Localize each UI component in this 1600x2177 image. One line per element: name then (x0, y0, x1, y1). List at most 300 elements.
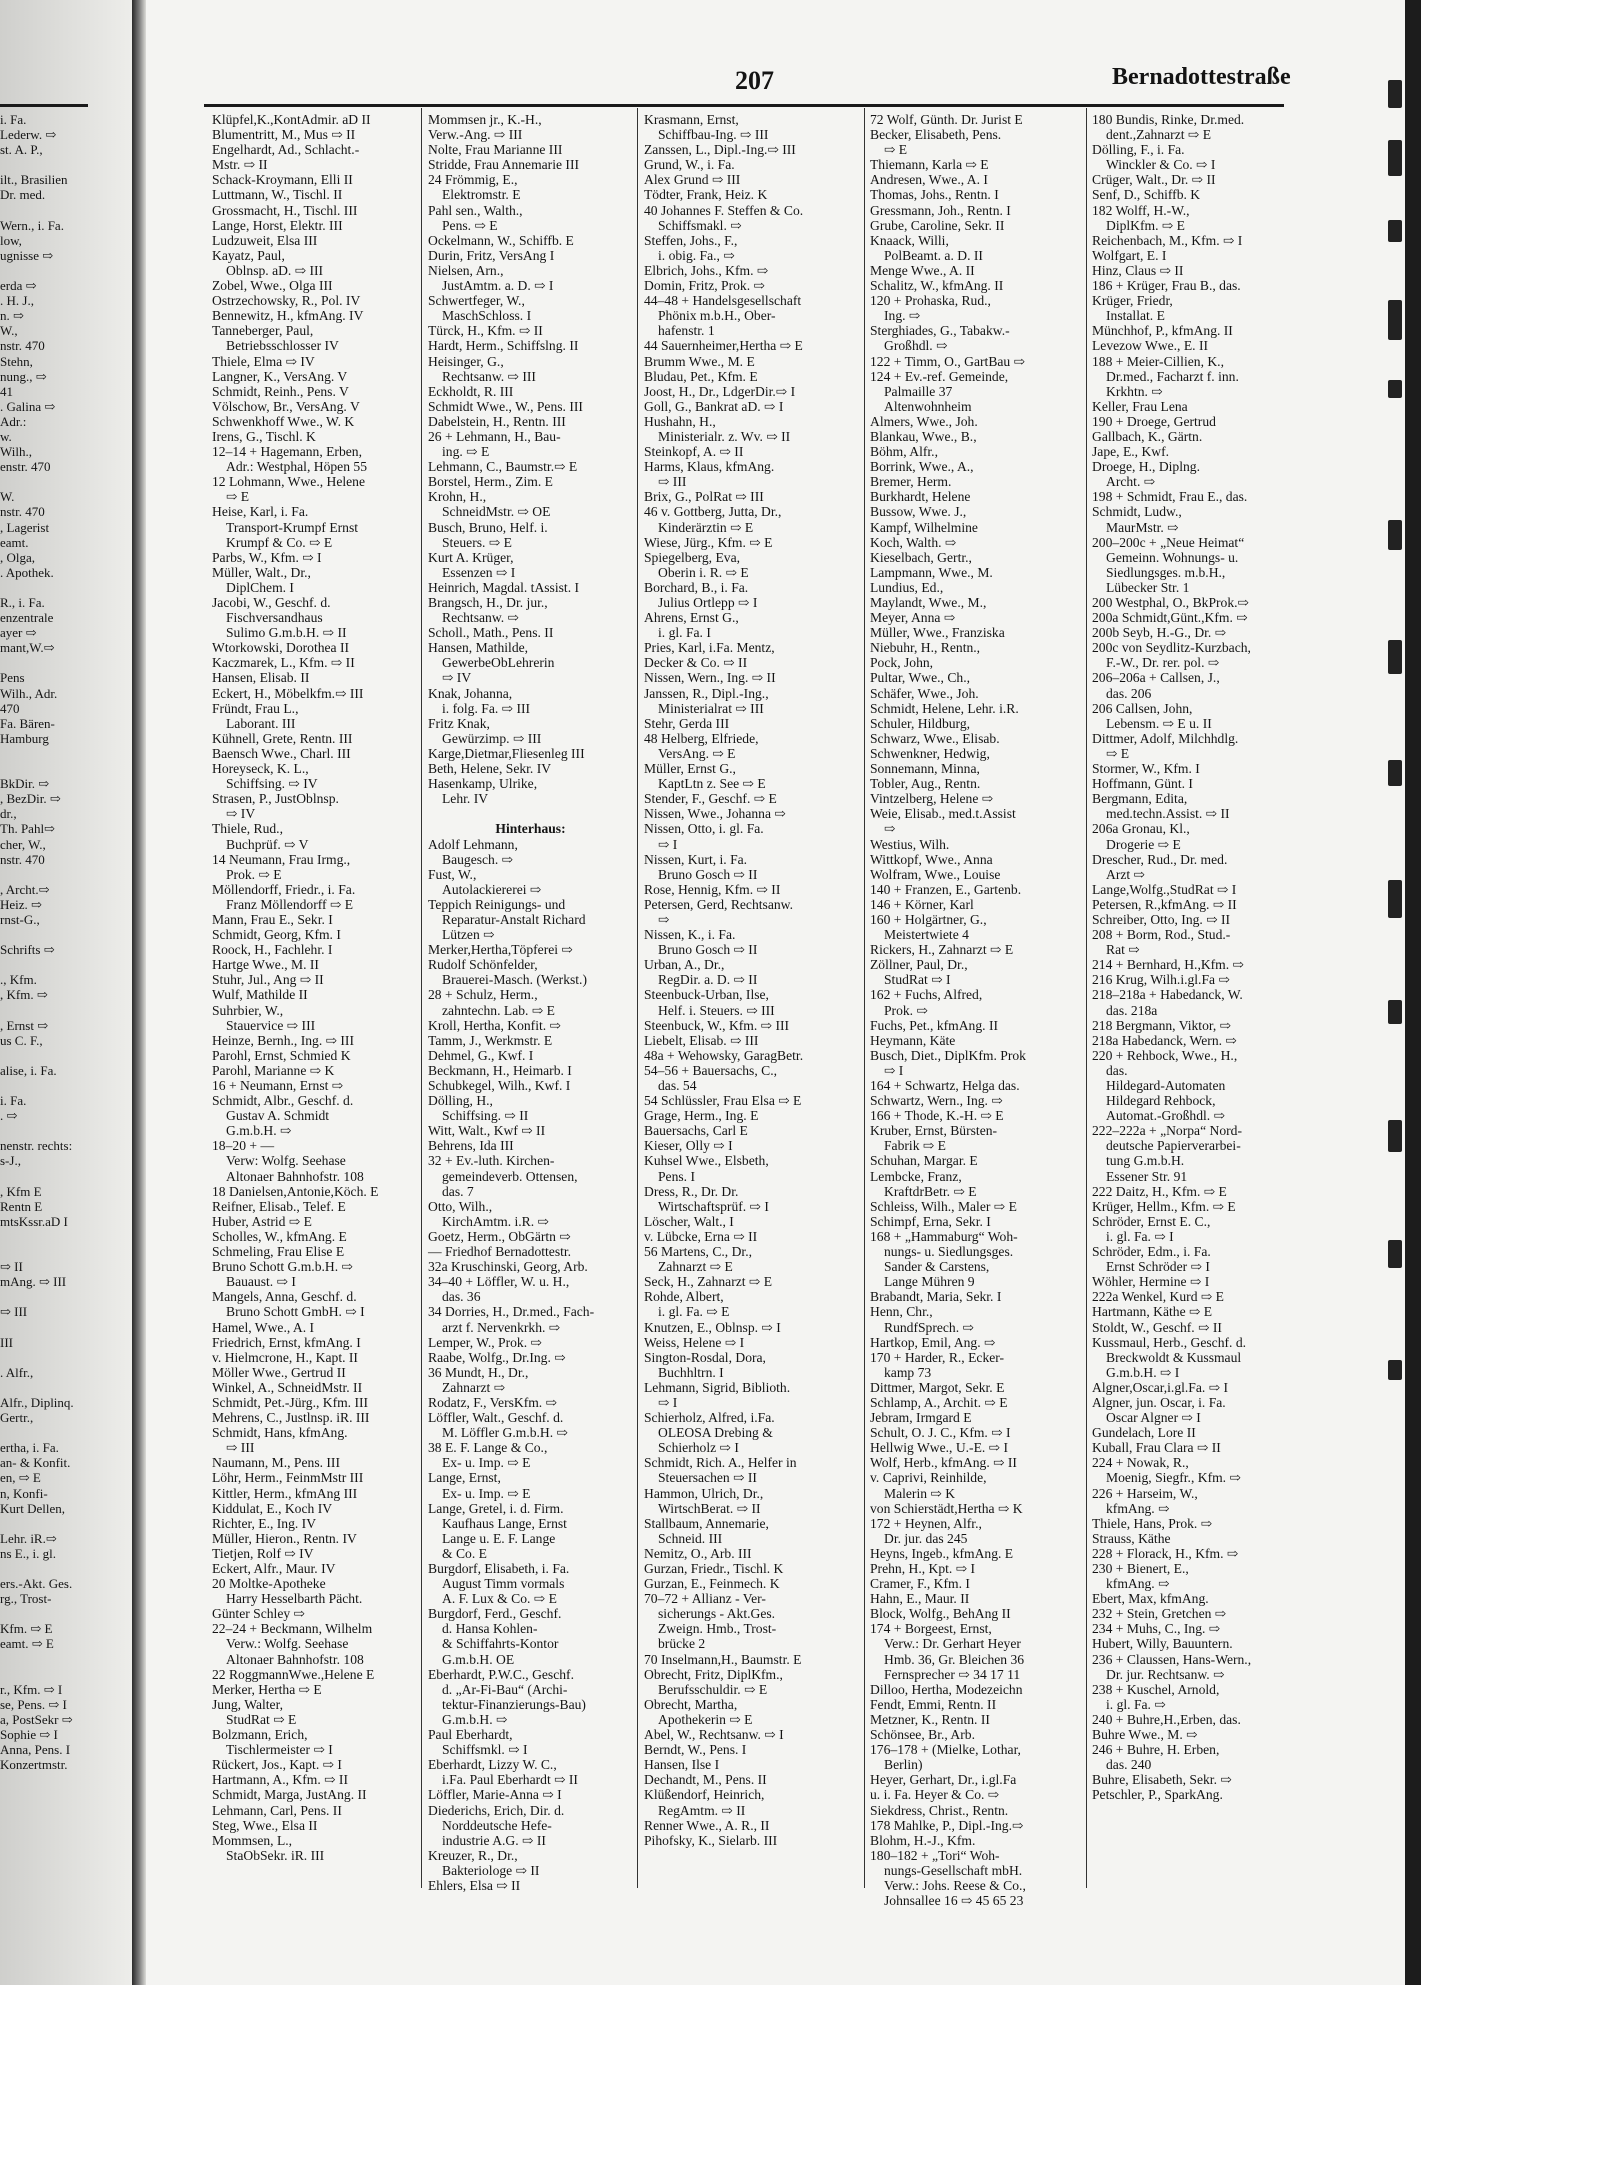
directory-entry: Adr.: Westphal, Höpen 55 (226, 459, 367, 475)
directory-entry: Rat ⇨ (1106, 942, 1140, 958)
directory-entry: i. gl. Fa. ⇨ (1106, 1696, 1166, 1712)
directory-entry: Hansen, Ilse I (644, 1757, 720, 1773)
directory-entry: Busch, Bruno, Helf. i. (428, 519, 548, 535)
directory-entry: Blankau, Wwe., B., (870, 428, 977, 444)
directory-entry: Pahl sen., Walth., (428, 202, 523, 218)
directory-entry: 54–56 + Bauersachs, C., (644, 1062, 778, 1078)
left-strip-line (0, 1169, 128, 1184)
directory-entry: Tamm, J., Werkmstr. E (428, 1032, 553, 1048)
directory-entry: Borrink, Wwe., A., (870, 459, 974, 475)
directory-entry: Wolfram, Wwe., Louise (870, 866, 1001, 882)
directory-entry: Harry Hesselbarth Pächt. (226, 1591, 363, 1607)
left-strip-line: Hamburg (0, 730, 49, 746)
directory-entry: 206 Callsen, John, (1092, 700, 1193, 716)
directory-entry: gemeindeverb. Ottensen, (442, 1168, 578, 1184)
directory-entry: 208 + Borm, Rod., Stud.- (1092, 927, 1231, 943)
directory-entry: Andresen, Wwe., A. I (870, 172, 988, 188)
left-strip-line: Kurt Dellen, (0, 1500, 65, 1516)
directory-entry: Richter, E., Ing. IV (212, 1515, 317, 1531)
directory-entry: Altonaer Bahnhofstr. 108 (226, 1168, 364, 1184)
directory-entry: Verw: Wolfg. Seehase (226, 1153, 346, 1169)
directory-entry: Janssen, R., Dipl.-Ing., (644, 685, 769, 701)
directory-entry: 16 + Neumann, Ernst ⇨ (212, 1078, 344, 1093)
left-strip-line: Sophie ⇨ I (0, 1727, 58, 1743)
directory-entry: 46 v. Gottberg, Jutta, Dr., (644, 504, 782, 520)
left-strip-line: eamt. ⇨ E (0, 1636, 54, 1652)
directory-entry: 174 + Borgeest, Ernst, (870, 1621, 992, 1637)
left-strip-line (0, 1350, 128, 1365)
directory-entry: Lange u. E. F. Lange (442, 1530, 556, 1546)
directory-entry: JustAmtm. a. D. ⇨ I (442, 278, 554, 294)
directory-entry: 222 Daitz, H., Kfm. ⇨ E (1092, 1183, 1227, 1199)
directory-entry: Schmidt, Hans, kfmAng. (212, 1425, 348, 1441)
directory-entry: Kurt A. Krüger, (428, 549, 514, 565)
directory-entry: das. (1106, 1062, 1128, 1078)
left-strip-line: W. (0, 489, 15, 505)
directory-entry: Altenwohnheim (884, 398, 972, 414)
directory-entry: Wiese, Jürg., Kfm. ⇨ E (644, 534, 773, 550)
directory-entry: Automat.-Großhdl. ⇨ (1106, 1108, 1225, 1124)
directory-entry (428, 806, 633, 821)
directory-entry: arzt f. Nervenkrkh. ⇨ (442, 1319, 561, 1335)
directory-entry: Heymann, Käte (870, 1032, 956, 1048)
left-strip-line: ugnisse ⇨ (0, 247, 54, 263)
directory-entry: Petersen, Gerd, Rechtsanw. (644, 896, 793, 912)
directory-entry: Lehmann, Sigrid, Biblioth. (644, 1379, 791, 1395)
left-strip-line (0, 263, 128, 278)
left-strip-line: ⇨ II (0, 1259, 23, 1275)
directory-entry: Koch, Walth. ⇨ (870, 534, 957, 550)
directory-entry: Müller, Ernst G., (644, 761, 736, 777)
directory-entry: RundfSprech. ⇨ (884, 1319, 974, 1335)
directory-entry: das. 7 (442, 1183, 474, 1199)
directory-entry: Dr. jur. das 245 (884, 1530, 968, 1546)
column-divider (637, 108, 638, 1888)
directory-entry: Nissen, Otto, i. gl. Fa. (644, 821, 764, 837)
directory-entry: Lehmann, Carl, Pens. II (212, 1802, 342, 1818)
directory-entry: Krüger, Friedr, (1092, 293, 1173, 309)
directory-entry: 200c von Seydlitz-Kurzbach, (1092, 640, 1251, 656)
directory-entry: Busch, Diet., DiplKfm. Prok (870, 1047, 1026, 1063)
directory-entry: Lehr. IV (442, 791, 489, 807)
directory-entry: Helf. i. Steuers. ⇨ III (658, 1002, 775, 1018)
directory-entry: 246 + Buhre, H. Erben, (1092, 1742, 1220, 1758)
directory-column-3 (644, 112, 859, 1892)
directory-entry: Brangsch, H., Dr. jur., (428, 595, 548, 610)
directory-entry: Pihofsky, K., Sielarb. III (644, 1832, 778, 1848)
directory-entry: Sulimo G.m.b.H. ⇨ II (226, 625, 347, 641)
directory-entry: KraftdrBetr. ⇨ E (884, 1183, 977, 1199)
directory-entry: Krkhtn. ⇨ (1106, 383, 1163, 399)
left-strip-line: Th. Pahl⇨ (0, 821, 55, 837)
directory-entry: Hasenkamp, Ulrike, (428, 776, 538, 792)
directory-entry: Ebert, Max, kfmAng. (1092, 1591, 1209, 1607)
edge-mark (1388, 140, 1402, 176)
directory-entry: 180–182 + „Tori“ Woh- (870, 1847, 1000, 1863)
directory-entry: Suhrbier, W., (212, 1002, 284, 1018)
directory-entry: MaurMstr. ⇨ (1106, 519, 1179, 535)
directory-entry: Essenzen ⇨ I (442, 564, 516, 580)
directory-entry: Schmidt, Helene, Lehr. i.R. (870, 700, 1019, 716)
left-strip-line (0, 957, 128, 972)
directory-entry: Schröder, Edm., i. Fa. (1092, 1244, 1211, 1260)
directory-entry: Dr.med., Facharzt f. inn. (1106, 368, 1239, 384)
directory-entry: Franz Möllendorff ⇨ E (226, 896, 354, 912)
directory-entry: 224 + Nowak, R., (1092, 1455, 1189, 1471)
directory-entry: Wolfgart, E. I (1092, 247, 1167, 263)
directory-entry: Schmidt, Georg, Kfm. I (212, 927, 341, 943)
directory-entry: KaptLtn z. See ⇨ E (658, 776, 766, 792)
directory-entry: Stridde, Frau Annemarie III (428, 157, 579, 173)
directory-entry: Buchhltrn. I (658, 1364, 724, 1380)
header-rule (204, 104, 1284, 107)
directory-entry: 40 Johannes F. Steffen & Co. (644, 202, 804, 218)
directory-entry: 34–40 + Löffler, W. u. H., (428, 1274, 570, 1290)
directory-entry: Burgdorf, Ferd., Geschf. (428, 1606, 562, 1622)
left-strip-line: mAng. ⇨ III (0, 1274, 67, 1290)
directory-entry: Eberhardt, Lizzy W. C., (428, 1757, 557, 1773)
left-strip-line: a, PostSekr ⇨ (0, 1711, 73, 1727)
directory-entry: Wittkopf, Wwe., Anna (870, 851, 993, 867)
directory-entry: Mstr. ⇨ II (212, 157, 268, 173)
directory-entry: Petschler, P., SparkAng. (1092, 1787, 1223, 1803)
directory-entry: Möller Wwe., Gertrud II (212, 1364, 346, 1380)
directory-entry: Fernsprecher ⇨ 34 17 11 (884, 1666, 1021, 1682)
directory-entry: 216 Krug, Wilh.i.gl.Fa ⇨ (1092, 972, 1230, 988)
directory-entry: 22 RoggmannWwe.,Helene E (212, 1666, 375, 1682)
directory-entry: Schönsee, Br., Arb. (870, 1727, 975, 1743)
directory-entry: Rose, Hennig, Kfm. ⇨ II (644, 881, 781, 897)
directory-entry: Löffler, Marie-Anna ⇨ I (428, 1787, 562, 1803)
directory-entry: Rudolf Schönfelder, (428, 957, 538, 973)
column-divider (864, 108, 865, 1888)
directory-entry: Sonnemann, Minna, (870, 761, 980, 777)
directory-entry: Bauaust. ⇨ I (226, 1274, 296, 1290)
directory-entry: Beth, Helene, Sekr. IV (428, 761, 552, 777)
directory-entry: med.techn.Assist. ⇨ II (1106, 806, 1230, 822)
left-strip-line: BkDir. ⇨ (0, 776, 50, 792)
left-strip-line: cher, W., (0, 836, 46, 852)
directory-entry: 180 Bundis, Rinke, Dr.med. (1092, 112, 1245, 127)
book-gutter (132, 0, 146, 1985)
directory-entry: industrie A.G. ⇨ II (442, 1832, 546, 1848)
directory-entry: Schalitz, W., kfmAng. II (870, 278, 1004, 294)
left-strip-line: r., Kfm. ⇨ I (0, 1681, 63, 1697)
directory-entry: M. Löffler G.m.b.H. ⇨ (442, 1425, 568, 1441)
directory-entry: Steuers. ⇨ E (442, 534, 512, 550)
directory-entry: Witt, Walt., Kwf ⇨ II (428, 1123, 546, 1139)
directory-entry: Fischversandhaus (226, 610, 323, 626)
left-strip-line: w. (0, 428, 12, 444)
directory-entry: 124 + Ev.-ref. Gemeinde, (870, 368, 1009, 384)
directory-entry: Fuchs, Pet., kfmAng. II (870, 1017, 998, 1033)
directory-entry: Günter Schley ⇨ (212, 1606, 305, 1622)
directory-entry: u. i. Fa. Heyer & Co. ⇨ (870, 1787, 1000, 1803)
directory-entry: Behrens, Ida III (428, 1138, 514, 1154)
directory-entry: Oscar Algner ⇨ I (1106, 1410, 1201, 1426)
directory-entry: Hartge Wwe., M. II (212, 957, 319, 973)
directory-entry: Ministerialrat ⇨ III (658, 700, 764, 716)
left-strip-line (0, 1003, 128, 1018)
directory-entry: i.Fa. Paul Eberhardt ⇨ II (442, 1772, 578, 1788)
left-strip-line (0, 157, 128, 172)
directory-entry: tung G.m.b.H. (1106, 1153, 1185, 1169)
directory-entry: Hildegard-Automaten (1106, 1078, 1226, 1093)
directory-entry: 206–206a + Callsen, J., (1092, 670, 1220, 686)
directory-entry: Nissen, Kurt, i. Fa. (644, 851, 748, 867)
directory-entry: Zobel, Wwe., Olga III (212, 278, 333, 294)
directory-entry: Levezow Wwe., E. II (1092, 338, 1208, 354)
directory-entry: Wirtschaftsprüf. ⇨ I (658, 1198, 769, 1214)
directory-entry: sicherungs - Akt.Ges. (658, 1606, 776, 1622)
left-strip-line: n, Konfi- (0, 1485, 48, 1501)
directory-entry: Ahrens, Ernst G., (644, 610, 739, 626)
directory-entry: Stormer, W., Kfm. I (1092, 761, 1200, 777)
directory-entry: Julius Ortlepp ⇨ I (658, 595, 758, 610)
directory-entry: Alex Grund ⇨ III (644, 172, 741, 188)
directory-entry: von Schierstädt,Hertha ⇨ K (870, 1500, 1023, 1516)
directory-entry: Gustav A. Schmidt (226, 1108, 330, 1124)
left-strip-line: Lehr. iR.⇨ (0, 1530, 57, 1546)
directory-entry: Spiegelberg, Eva, (644, 549, 741, 565)
directory-entry: Engelhardt, Ad., Schlacht.- (212, 142, 360, 158)
directory-entry: Beckmann, H., Heimarb. I (428, 1062, 572, 1078)
directory-entry: ⇨ E (1106, 745, 1130, 761)
directory-entry: Löhr, Herm., FeinmMstr III (212, 1470, 364, 1486)
directory-entry: Mommsen, L., (212, 1832, 293, 1848)
edge-mark (1388, 80, 1402, 108)
directory-entry: 146 + Körner, Karl (870, 896, 974, 912)
directory-entry: Algner,Oscar,i.gl.Fa. ⇨ I (1092, 1379, 1229, 1395)
directory-entry: Hartmann, Käthe ⇨ E (1092, 1304, 1213, 1320)
directory-entry: Schmidt Wwe., W., Pens. III (428, 398, 583, 414)
directory-entry: Grund, W., i. Fa. (644, 157, 735, 173)
directory-entry: Tischlermeister ⇨ I (226, 1742, 333, 1758)
directory-entry: 190 + Droege, Gertrud (1092, 413, 1216, 429)
left-strip-line: . Galina ⇨ (0, 398, 56, 414)
directory-entry: ⇨ E (884, 142, 908, 158)
directory-column-5 (1092, 112, 1292, 1892)
left-strip-line (0, 927, 128, 942)
directory-entry: Decker & Co. ⇨ II (644, 655, 748, 671)
directory-entry: Brix, G., PolRat ⇨ III (644, 489, 764, 505)
directory-entry: Krasmann, Ernst, (644, 112, 739, 127)
directory-entry: Hardt, Herm., Schiffslng. II (428, 338, 579, 354)
directory-entry: Petersen, R.,kfmAng. ⇨ II (1092, 896, 1237, 912)
directory-entry: Irens, G., Tischl. K (212, 428, 316, 444)
directory-entry: 164 + Schwartz, Helga das. (870, 1078, 1020, 1093)
directory-entry: RegAmtm. ⇨ II (658, 1802, 746, 1818)
directory-entry: Nissen, Wwe., Johanna ⇨ (644, 806, 786, 822)
directory-entry: Thiele, Elma ⇨ IV (212, 353, 315, 369)
directory-entry: Schmidt, Albr., Geschf. d. (212, 1093, 354, 1109)
directory-entry: 170 + Harder, R., Ecker- (870, 1349, 1005, 1365)
directory-entry: Arzt ⇨ (1106, 866, 1145, 882)
directory-entry: Senf, D., Schiffb. K (1092, 187, 1201, 203)
left-strip-line: ertha, i. Fa. (0, 1440, 59, 1456)
directory-entry: Algner, jun. Oscar, i. Fa. (1092, 1394, 1226, 1410)
directory-entry: Kuhsel Wwe., Elsbeth, (644, 1153, 769, 1169)
directory-entry: 32a Kruschinski, Georg, Arb. (428, 1259, 588, 1275)
left-strip-line: , Lagerist (0, 519, 50, 535)
directory-entry: 24 Frömmig, E., (428, 172, 518, 188)
directory-entry: DiplKfm. ⇨ E (1106, 217, 1185, 233)
directory-entry: Heisinger, G., (428, 353, 504, 369)
directory-entry: Rickers, H., Zahnarzt ⇨ E (870, 942, 1014, 958)
directory-column-4 (870, 112, 1082, 1909)
left-strip-line (0, 1048, 128, 1063)
directory-entry: Ostrzechowsky, R., Pol. IV (212, 293, 361, 309)
directory-entry: i. obig. Fa., ⇨ (658, 247, 735, 263)
directory-entry: 18–20 + — (212, 1138, 275, 1154)
directory-entry: Hamel, Wwe., A. I (212, 1319, 315, 1335)
directory-entry: & Schiffahrts-Kontor (442, 1636, 559, 1652)
left-strip-line (0, 1320, 128, 1335)
directory-entry: Dehmel, G., Kwf. I (428, 1047, 534, 1063)
directory-entry: Luttmann, W., Tischl. II (212, 187, 343, 203)
directory-entry: — Friedhof Bernadottestr. (428, 1244, 572, 1260)
left-strip-line: Heiz. ⇨ (0, 896, 42, 912)
directory-entry: Schiffsmakl. ⇨ (658, 217, 742, 233)
directory-entry: Jung, Walter, (212, 1696, 283, 1712)
edge-mark (1388, 1000, 1402, 1024)
column-divider (421, 108, 422, 1888)
directory-entry: 140 + Franzen, E., Gartenb. (870, 881, 1022, 897)
directory-entry: Borchard, B., i. Fa. (644, 579, 749, 595)
directory-entry: Müller, Wwe., Franziska (870, 625, 1005, 641)
left-strip-line: rnst-G., (0, 911, 40, 927)
directory-entry: hafenstr. 1 (658, 323, 715, 339)
directory-entry: Steenbuck-Urban, Ilse, (644, 987, 769, 1003)
directory-entry: 168 + „Hammaburg“ Woh- (870, 1228, 1018, 1244)
directory-entry: Henn, Chr., (870, 1304, 933, 1320)
directory-entry: Ludzuweit, Elsa III (212, 232, 318, 248)
directory-entry: Dilloo, Hertha, Modezeichn (870, 1681, 1023, 1697)
edge-mark (1388, 380, 1402, 398)
directory-entry: StaObSekr. iR. III (226, 1847, 325, 1863)
directory-entry: 54 Schlüssler, Frau Elsa ⇨ E (644, 1093, 802, 1109)
directory-entry: Norddeutsche Hefe- (442, 1817, 552, 1833)
directory-entry: ⇨ I (884, 1062, 904, 1078)
edge-mark (1388, 880, 1402, 918)
directory-entry: Cramer, F., Kfm. I (870, 1576, 970, 1592)
directory-entry: 200 Westphal, O., BkProk.⇨ (1092, 595, 1249, 610)
left-strip-line: , Archt.⇨ (0, 881, 50, 897)
directory-entry: Steinkopf, A. ⇨ II (644, 444, 744, 460)
directory-entry: Blohm, H.-J., Kfm. (870, 1832, 976, 1848)
directory-entry: Müller, Hieron., Rentn. IV (212, 1530, 357, 1546)
directory-entry: Heyer, Gerhart, Dr., i.gl.Fa (870, 1772, 1017, 1788)
left-strip-line: se, Pens. ⇨ I (0, 1696, 67, 1712)
directory-entry: Liebelt, Elisab. ⇨ III (644, 1032, 759, 1048)
directory-entry: Fründt, Frau L., (212, 700, 299, 716)
left-strip-line: dr., (0, 806, 17, 822)
directory-entry: Tietjen, Rolf ⇨ IV (212, 1545, 314, 1561)
directory-entry: 70 Inselmann,H., Baumstr. E (644, 1651, 802, 1667)
directory-entry: Steuersachen ⇨ II (658, 1470, 757, 1486)
directory-entry: 222a Wenkel, Kurd ⇨ E (1092, 1289, 1224, 1305)
directory-entry: Gressmann, Joh., Rentn. I (870, 202, 1011, 218)
directory-entry: Krüger, Hellm., Kfm. ⇨ E (1092, 1198, 1236, 1214)
directory-entry: Weie, Elisab., med.t.Assist (870, 806, 1016, 822)
directory-entry: 200–200c + „Neue Heimat“ (1092, 534, 1245, 550)
directory-entry: Seck, H., Zahnarzt ⇨ E (644, 1274, 773, 1290)
directory-entry: Müller, Walt., Dr., (212, 564, 311, 580)
directory-entry: Buhre, Elisabeth, Sekr. ⇨ (1092, 1772, 1232, 1788)
left-strip-line (0, 1123, 128, 1138)
directory-entry: Palmaille 37 (884, 383, 953, 399)
directory-entry: Klüpfel,K.,KontAdmir. aD II (212, 112, 371, 127)
directory-entry: Lehmann, C., Baumstr.⇨ E (428, 459, 578, 475)
directory-entry: Schleiss, Wilh., Maler ⇨ E (870, 1198, 1017, 1214)
directory-entry: Eberhardt, P.W.C., Geschf. (428, 1666, 574, 1682)
directory-entry: Knak, Johanna, (428, 685, 513, 701)
left-strip-line (0, 203, 128, 218)
directory-entry: Schmidt, Reinh., Pens. V (212, 383, 349, 399)
directory-entry: Merker, Hertha ⇨ E (212, 1681, 322, 1697)
directory-entry: GewerbeObLehrerin (442, 655, 555, 671)
directory-entry: Nielsen, Arn., (428, 262, 504, 278)
directory-column-1 (212, 112, 417, 1892)
directory-entry: Pries, Karl, i.Fa. Mentz, (644, 640, 775, 656)
directory-entry: 218 Bergmann, Viktor, ⇨ (1092, 1017, 1232, 1033)
directory-entry: Kühnell, Grete, Rentn. III (212, 730, 353, 746)
directory-entry: Kussmaul, Herb., Geschf. d. (1092, 1334, 1247, 1350)
left-strip-line: Kfm. ⇨ E (0, 1621, 53, 1637)
directory-entry: VersAng. ⇨ E (658, 745, 736, 761)
directory-entry: Möllendorff, Friedr., i. Fa. (212, 881, 356, 897)
directory-entry: Prehn, H., Kpt. ⇨ I (870, 1561, 976, 1576)
directory-entry: Ing. ⇨ (884, 308, 921, 324)
directory-entry: Bruno Gosch ⇨ II (658, 866, 758, 882)
directory-entry: Kittler, Herm., kfmAng III (212, 1485, 358, 1501)
directory-entry: Schmeling, Frau Elise E (212, 1244, 345, 1260)
directory-entry: Völschow, Br., VersAng. V (212, 398, 360, 414)
edge-mark (1388, 220, 1402, 242)
left-strip-line: , Kfm. ⇨ (0, 987, 48, 1003)
directory-entry: Kieser, Olly ⇨ I (644, 1138, 733, 1154)
left-strip-line: Wilh., Adr. (0, 685, 58, 701)
left-strip-line: n. ⇨ (0, 308, 24, 324)
directory-entry: Schwartz, Wern., Ing. ⇨ (870, 1093, 1003, 1109)
directory-entry: Kroll, Hertha, Konfit. ⇨ (428, 1017, 561, 1033)
directory-entry: Dittmer, Adolf, Milchhdlg. (1092, 730, 1239, 746)
directory-entry: d. „Ar-Fi-Bau“ (Archi- (442, 1681, 568, 1697)
directory-entry: 218a Habedanck, Wern. ⇨ (1092, 1032, 1237, 1048)
directory-entry: Phönix m.b.H., Ober- (658, 308, 776, 324)
directory-entry: Zweign. Hmb., Trost- (658, 1621, 777, 1637)
directory-entry: Schwenkhoff Wwe., W. K (212, 413, 355, 429)
edge-mark (1388, 520, 1402, 550)
left-strip-line (0, 655, 128, 670)
directory-entry: Münchhof, P., kfmAng. II (1092, 323, 1233, 339)
directory-entry: OLEOSA Drebing & (658, 1425, 773, 1441)
directory-entry: Kiddulat, E., Koch IV (212, 1500, 333, 1516)
directory-entry: 48 Helberg, Elfriede, (644, 730, 759, 746)
left-strip-line: R., i. Fa. (0, 595, 45, 610)
directory-entry: Pens. ⇨ E (442, 217, 498, 233)
directory-entry: Lundius, Ed., (870, 579, 944, 595)
directory-entry: Zahnarzt ⇨ E (658, 1259, 733, 1275)
directory-entry: Großhdl. ⇨ (884, 338, 948, 354)
directory-entry: Fritz Knak, (428, 715, 490, 731)
directory-entry: Friedrich, Ernst, kfmAng. I (212, 1334, 361, 1350)
directory-entry: Schiffsmkl. ⇨ I (442, 1742, 528, 1758)
directory-entry: brücke 2 (658, 1636, 706, 1652)
left-strip-line: s-J., (0, 1153, 21, 1169)
directory-entry: Mehrens, C., Justlnsp. iR. III (212, 1410, 370, 1426)
left-strip-line: , Kfm E (0, 1183, 42, 1199)
